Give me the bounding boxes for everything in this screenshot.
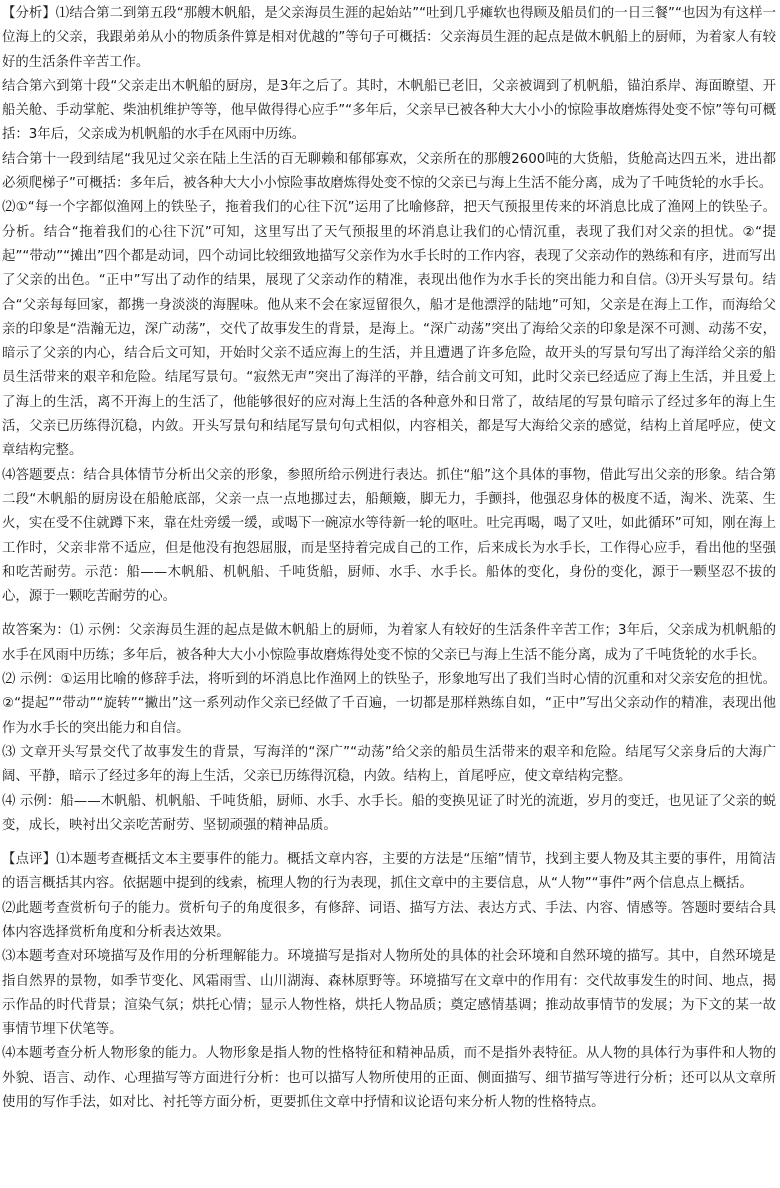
analysis-paragraph: 结合第六到第十段“父亲走出木帆船的厨房，是3年之后了。其时，木帆船已老旧，父亲被调到了机帆船，锚泊系岸、海面瞭望、开船关舱、手动掌舵、柴油机维护等等，他早做得得心应手”“多年后，父亲早已被各种大大小小的惊险事故磨炼得处变不惊”等句可概括：3年后，父亲成为机帆船的水手在风雨中历练。 xyxy=(2,78,776,143)
section-spacer xyxy=(2,838,776,848)
answer-section xyxy=(2,619,776,838)
answer-paragraph: ⑵ 示例：①运用比喻的修辞手法，将听到的坏消息比作渔网上的铁坠子，形象地写出了我们当时心情的沉重和对父亲安危的担忧。②“提起”“带动”“旋转”“撇出”这一系列动作父亲已经做了千百遍，一切都是那样熟练自如，“正中”写出父亲动作的精准，表现出他作为水手长的突出能力和自信。 xyxy=(2,672,776,736)
section-spacer xyxy=(2,609,776,619)
comment-paragraph: 【点评】⑴本题考查概括文本主要事件的能力。概括文章内容，主要的方法是“压缩”情节，找到主要人物及其主要的事件，用简洁的语言概括其内容。依据题中提到的线索，梳理人物的行为表现，抓住文章中的主要信息，从“人物”“事件”两个信息点上概括。 xyxy=(2,852,776,892)
comment-paragraph: ⑵此题考查赏析句子的能力。赏析句子的角度很多，有修辞、词语、描写方法、表达方式、手法、内容、情感等。答题时要结合具体内容选择赏析角度和分析表达效果。 xyxy=(2,900,776,940)
analysis-paragraph: ⑵①“每一个字都似渔网上的铁坠子，拖着我们的心往下沉”运用了比喻修辞，把天气预报里传来的坏消息比成了渔网上的铁坠子。分析。结合“拖着我们的心往下沉”可知，这里写出了天气预报里的坏消息让我们的心情沉重，表现了我们对父亲的担忧。②“提起”“带动”“摊出”四个都是动词，四个动词比较细致地描写父亲作为水手长时的工作内容，表现了父亲动作的熟练和有序，进而写出了父亲的出色。“正中”写出了动作的结果，展现了父亲动作的精准，表现出他作为水手长的突出能力和自信。⑶开头写景句。结合“父亲每每回家，都携一身淡淡的海腥味。他从来不会在家逗留很久，船才是他漂浮的陆地”可知，父亲是在海上工作，而海给父亲的印象是“浩瀚无边，深广动荡”，交代了故事发生的背景，是海上。“深广动荡”突出了海给父亲的印象是深不可测、动荡不安，暗示了父亲的内心，结合后文可知，开始时父亲不适应海上的生活，并且遭遇了许多危险，故开头的写景句写出了海洋给父亲的船员生活带来的艰辛和危险。结尾写景句。“寂然无声”突出了海洋的平静，结合前文可知，此时父亲已经适应了海上生活，并且爱上了海上的生活，离不开海上的生活了，他能够很好的应对海上生活的各种意外和日常了，故结尾的写景句暗示了经过多年的海上生活，父亲已历练得沉稳，内敛。开头写景句和结尾写景句句式相似，内容相关，都是写大海给父亲的感觉，结构上首尾呼应，使文章结构完整。 xyxy=(2,200,776,459)
comment-paragraph: ⑶本题考查对环境描写及作用的分析理解能力。环境描写是指对人物所处的具体的社会环境和自然环境的描写。其中，自然环境是指自然界的景物，如季节变化、风霜雨雪、山川湖海、森林原野等。环境描写在文章中的作用有：交代故事发生的时间、地点，揭示作品的时代背景；渲染气氛；烘托心情；显示人物性格，烘托人物品质；奠定感情基调；推动故事情节的发展；为下文的某一故事情节埋下伏笔等。 xyxy=(2,949,776,1038)
analysis-paragraph: ⑷答题要点：结合具体情节分析出父亲的形象，参照所给示例进行表达。抓住“船”这个具体的事物，借此写出父亲的形象。结合第二段“木帆船的厨房设在船舱底部，父亲一点一点地挪过去，船颠簸，脚无力，手颤抖，他强忍身体的极度不适，淘米、洗菜、生火，实在受不住就蹲下来，靠在灶旁缓一缓，或喝下一碗凉水等待新一轮的呕吐。吐完再喝，喝了又吐，如此循环”可知，刚在海上工作时，父亲非常不适应，但是他没有抱怨屈服，而是坚持着完成自己的工作，后来成长为水手长，工作得心应手，看出他的坚强和吃苦耐劳。示范：船——木帆船、机帆船、千吨货船，厨师、水手、水手长。船体的变化，身份的变化，源于一颗坚忍不拔的心，源于一颗吃苦耐劳的心。 xyxy=(2,467,776,605)
analysis-paragraph: 【分析】⑴结合第二到第五段“那艘木帆船，是父亲海员生涯的起始站”“吐到几乎瘫软也得顾及船员们的一日三餐”“也因为有这样一位海上的父亲，我跟弟弟从小的物质条件算是相对优越的”等句子可概括：父亲海员生涯的起点是做木帆船上的厨师，为着家人有较好的生活条件辛苦工作。 xyxy=(2,6,776,70)
comment-paragraph: ⑷本题考查分析人物形象的能力。人物形象是指人物的性格特征和精神品质，而不是指外表特征。从人物的具体行为事件和人物的外貌、语言、动作、心理描写等方面进行分析：也可以描写人物所使用的正面、侧面描写、细节描写等进行分析；还可以从文章所使用的写作手法，如对比、衬托等方面分析，更要抓住文章中抒情和议论语句来分析人物的性格特点。 xyxy=(2,1046,776,1111)
analysis-section xyxy=(2,2,776,609)
comment-section xyxy=(2,848,776,1115)
analysis-paragraph: 结合第十一段到结尾“我见过父亲在陆上生活的百无聊赖和郁郁寡欢，父亲所在的那艘2600吨的大货船，货舱高达四五米，进出都必须爬梯子”可概括：多年后，被各种大大小小惊险事故磨炼得处变不惊的父亲已与海上生活不能分离，成为了千吨货轮的水手长。 xyxy=(2,151,776,192)
answer-paragraph: ⑶ 文章开头写景交代了故事发生的背景，写海洋的“深广”“动荡”给父亲的船员生活带来的艰辛和危险。结尾写父亲身后的大海广阔、平静，暗示了经过多年的海上生活，父亲已历练得沉稳，内敛。结构上，首尾呼应，使文章结构完整。 xyxy=(2,744,776,785)
answer-paragraph: ⑷ 示例：船——木帆船、机帆船、千吨货船，厨师、水手、水手长。船的变换见证了时光的流逝，岁月的变迁，也见证了父亲的蜕变，成长，映衬出父亲吃苦耐劳、坚韧顽强的精神品质。 xyxy=(2,793,776,833)
answer-paragraph: 故答案为：⑴ 示例：父亲海员生涯的起点是做木帆船上的厨师，为着家人有较好的生活条件辛苦工作；3年后，父亲成为机帆船的水手在风雨中历练；多年后，被各种大大小小惊险事故磨炼得处变不惊的父亲已与海上生活不能分离，成为了千吨货轮的水手长。 xyxy=(2,623,776,663)
